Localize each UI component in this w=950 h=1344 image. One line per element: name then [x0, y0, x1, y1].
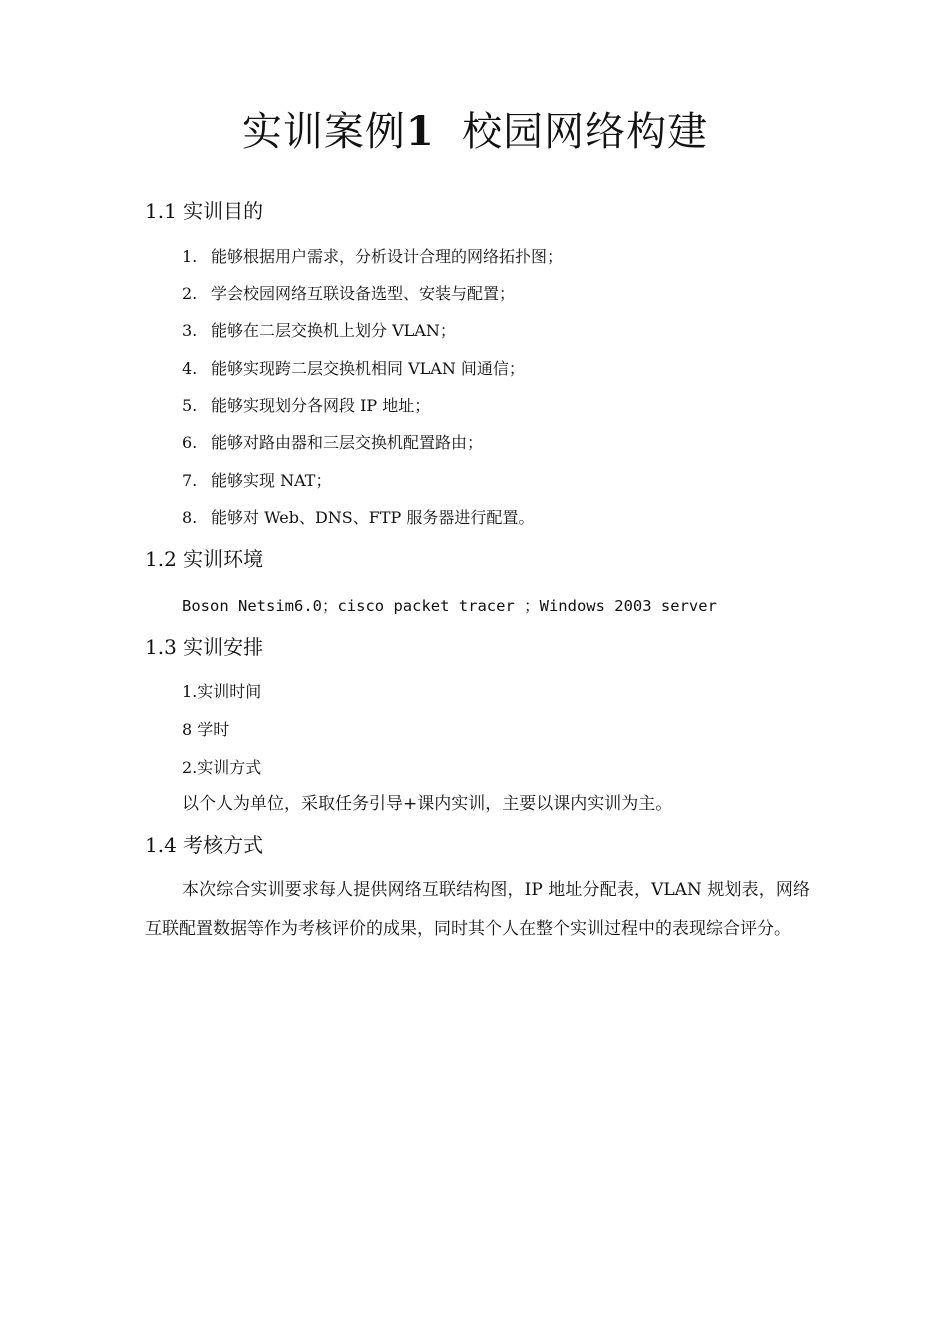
list-item	[182, 283, 515, 305]
list-item-number: 2.	[182, 284, 198, 303]
environment-text: Boson Netsim6.0；cisco packet tracer ；Windows 2003 server	[182, 597, 717, 615]
list-item-number: 6.	[182, 433, 198, 452]
section-heading-arrangement: 1.3 实训安排	[145, 635, 264, 659]
title-number: 1	[405, 108, 435, 155]
list-item	[182, 395, 430, 417]
document-title	[0, 106, 950, 158]
arrangement-line: 1.实训时间	[182, 682, 262, 701]
list-item-number: 5.	[182, 396, 198, 415]
list-item-text: 能够根据用户需求，分析设计合理的网络拓扑图；	[211, 247, 564, 266]
list-item-text: 能够对 Web、DNS、FTP 服务器进行配置。	[211, 508, 535, 527]
section-heading-environment: 1.2 实训环境	[145, 547, 264, 571]
list-item	[182, 246, 563, 268]
list-item	[182, 320, 456, 342]
list-item-text: 能够在二层交换机上划分 VLAN；	[211, 321, 456, 340]
list-item-number: 7.	[182, 471, 198, 490]
list-item	[182, 358, 525, 380]
list-item-text: 能够实现划分各网段 IP 地址；	[211, 396, 431, 415]
list-item-number: 1.	[182, 247, 198, 266]
list-item-text: 学会校园网络互联设备选型、安装与配置；	[211, 284, 516, 303]
arrangement-line: 2.实训方式	[182, 758, 262, 777]
list-item	[182, 432, 483, 454]
arrangement-line: 以个人为单位，采取任务引导+课内实训，主要以课内实训为主。	[182, 794, 673, 814]
list-item-number: 3.	[182, 321, 198, 340]
list-item-text: 能够实现跨二层交换机相同 VLAN 间通信；	[211, 359, 525, 378]
section-heading-objectives: 1.1 实训目的	[145, 199, 264, 223]
list-item	[182, 507, 534, 529]
list-item-number: 4.	[182, 359, 198, 378]
section-heading-assessment: 1.4 考核方式	[145, 833, 264, 857]
title-prefix: 实训案例	[241, 109, 406, 155]
list-item	[182, 470, 331, 492]
arrangement-line: 8 学时	[182, 720, 230, 739]
list-item-number: 8.	[182, 508, 198, 527]
assessment-paragraph: 本次综合实训要求每人提供网络互联结构图，IP 地址分配表，VLAN 规划表，网络互联配置数据等作为考核评价的成果，同时其个人在整个实训过程中的表现综合评分。	[145, 880, 810, 939]
title-suffix: 校园网络构建	[462, 109, 709, 155]
list-item-text: 能够对路由器和三层交换机配置路由；	[211, 433, 484, 452]
list-item-text: 能够实现 NAT；	[211, 471, 332, 490]
